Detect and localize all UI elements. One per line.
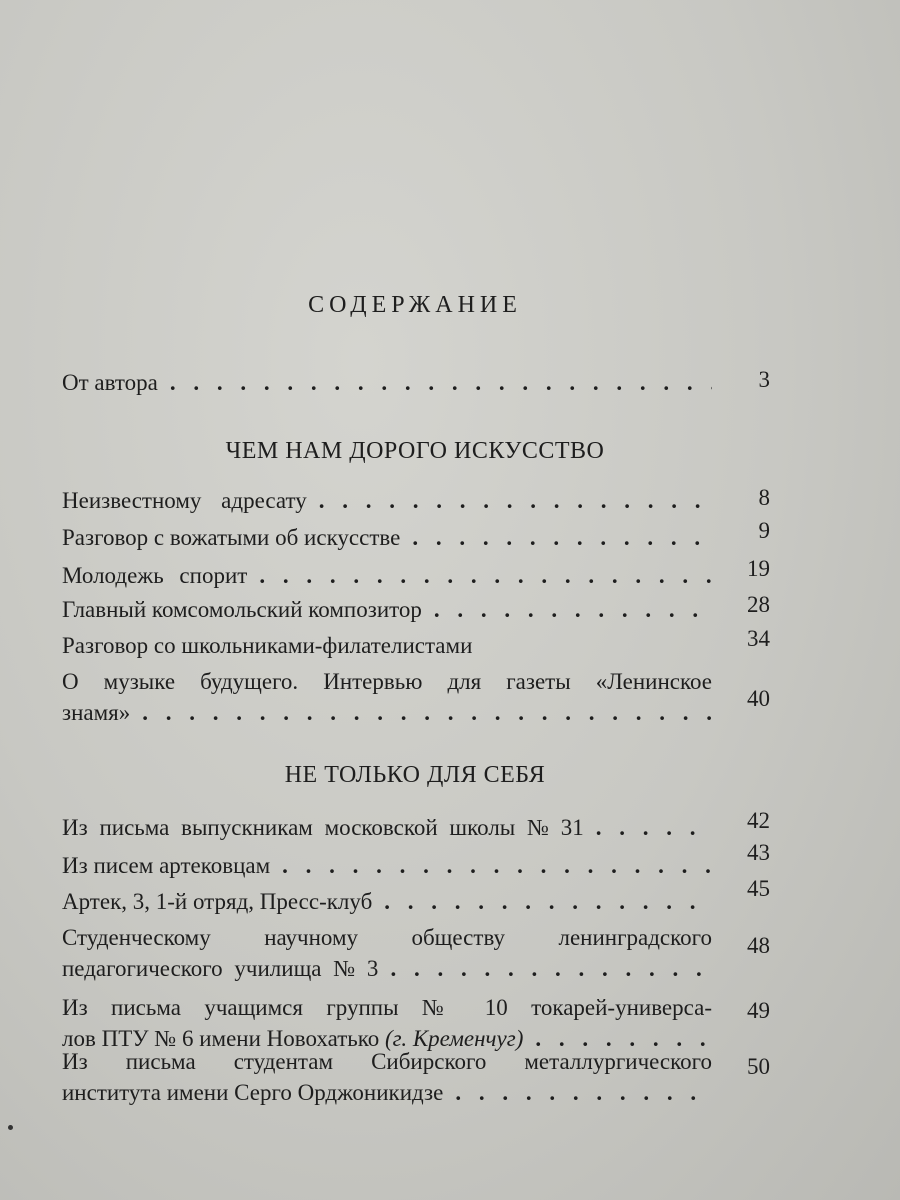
- toc-page-number: 19: [747, 556, 770, 581]
- toc-page-number: 28: [747, 592, 770, 617]
- toc-entry[interactable]: [62, 560, 712, 591]
- dot-leader: [282, 850, 712, 881]
- toc-entry-text-line-1: О музыке будущего. Интервью для газеты «Ленинское: [62, 669, 712, 694]
- toc-page-number: 43: [747, 840, 770, 865]
- toc-page-number: 45: [747, 876, 770, 901]
- dot-leader: [412, 522, 712, 553]
- toc-entry[interactable]: [62, 886, 712, 917]
- toc-entry[interactable]: [62, 922, 712, 984]
- toc-entry[interactable]: [62, 522, 712, 553]
- toc-page-number: 42: [747, 808, 770, 833]
- toc-entry-text-line-1: Студенческому научному обществу ленинградского: [62, 925, 712, 950]
- section-heading-1: ЧЕМ НАМ ДОРОГО ИСКУССТВО: [225, 438, 605, 464]
- toc-entry-text-line-2: знамя»: [62, 700, 131, 725]
- toc-entry-text-line-2: института имени Серго Орджоникидзе: [62, 1080, 444, 1105]
- toc-page-number: 50: [747, 1054, 770, 1079]
- dot-leader: [142, 697, 712, 728]
- section-heading-2: НЕ ТОЛЬКО ДЛЯ СЕБЯ: [284, 762, 546, 788]
- toc-entry-text: Артек, 3, 1-й отряд, Пресс-клуб: [62, 889, 373, 914]
- toc-entry[interactable]: [62, 992, 712, 1054]
- dot-leader: [384, 886, 712, 917]
- toc-page-number: 49: [747, 998, 770, 1023]
- toc-entry-text: Неизвестному адресату: [62, 488, 307, 513]
- contents-title: СОДЕРЖАНИЕ: [308, 292, 522, 318]
- page-mark-dot: [8, 1125, 13, 1130]
- toc-entry[interactable]: [62, 666, 712, 728]
- toc-entry-intro[interactable]: [62, 367, 712, 398]
- toc-entry-text-line-1: Из письма студентам Сибирского металлургического: [62, 1049, 712, 1074]
- dot-leader: [434, 594, 712, 625]
- dot-leader: [170, 367, 712, 398]
- toc-page-number: 9: [758, 518, 770, 543]
- toc-entry-text-line-2: педагогического училища № 3: [62, 956, 379, 981]
- dot-leader: [596, 812, 712, 843]
- toc-entry-text-line-2: лов ПТУ № 6 имени Новохатько: [62, 1026, 380, 1051]
- toc-page-number: 34: [747, 626, 770, 651]
- toc-entry[interactable]: [62, 1046, 712, 1108]
- toc-entry[interactable]: [62, 485, 712, 516]
- toc-page-number: 40: [747, 686, 770, 711]
- toc-entry-text: Главный комсомольский композитор: [62, 597, 422, 622]
- dot-leader: [259, 560, 712, 591]
- toc-entry[interactable]: [62, 594, 712, 625]
- toc-entry-location: (г. Кременчуг): [385, 1026, 524, 1051]
- toc-entry[interactable]: [62, 850, 712, 881]
- toc-entry-text: От автора: [62, 370, 158, 395]
- toc-page-number: 8: [758, 485, 770, 510]
- toc-entry-text: Молодежь спорит: [62, 563, 248, 588]
- dot-leader: [319, 485, 712, 516]
- toc-page-number: 3: [758, 367, 770, 392]
- toc-entry-text: Разговор со школьниками-филателистами: [62, 633, 473, 658]
- toc-entry-text: Из писем артековцам: [62, 853, 271, 878]
- toc-entry-text-line-1: Из письма учащимся группы № 10 токарей-универса-: [62, 995, 712, 1020]
- toc-page-number: 48: [747, 933, 770, 958]
- toc-entry-text: Разговор с вожатыми об искусстве: [62, 525, 401, 550]
- dot-leader: [455, 1077, 712, 1108]
- toc-entry[interactable]: [62, 630, 712, 661]
- toc-entry[interactable]: [62, 812, 712, 843]
- toc-entry-text: Из письма выпускникам московской школы № 31: [62, 815, 584, 840]
- dot-leader: [390, 953, 712, 984]
